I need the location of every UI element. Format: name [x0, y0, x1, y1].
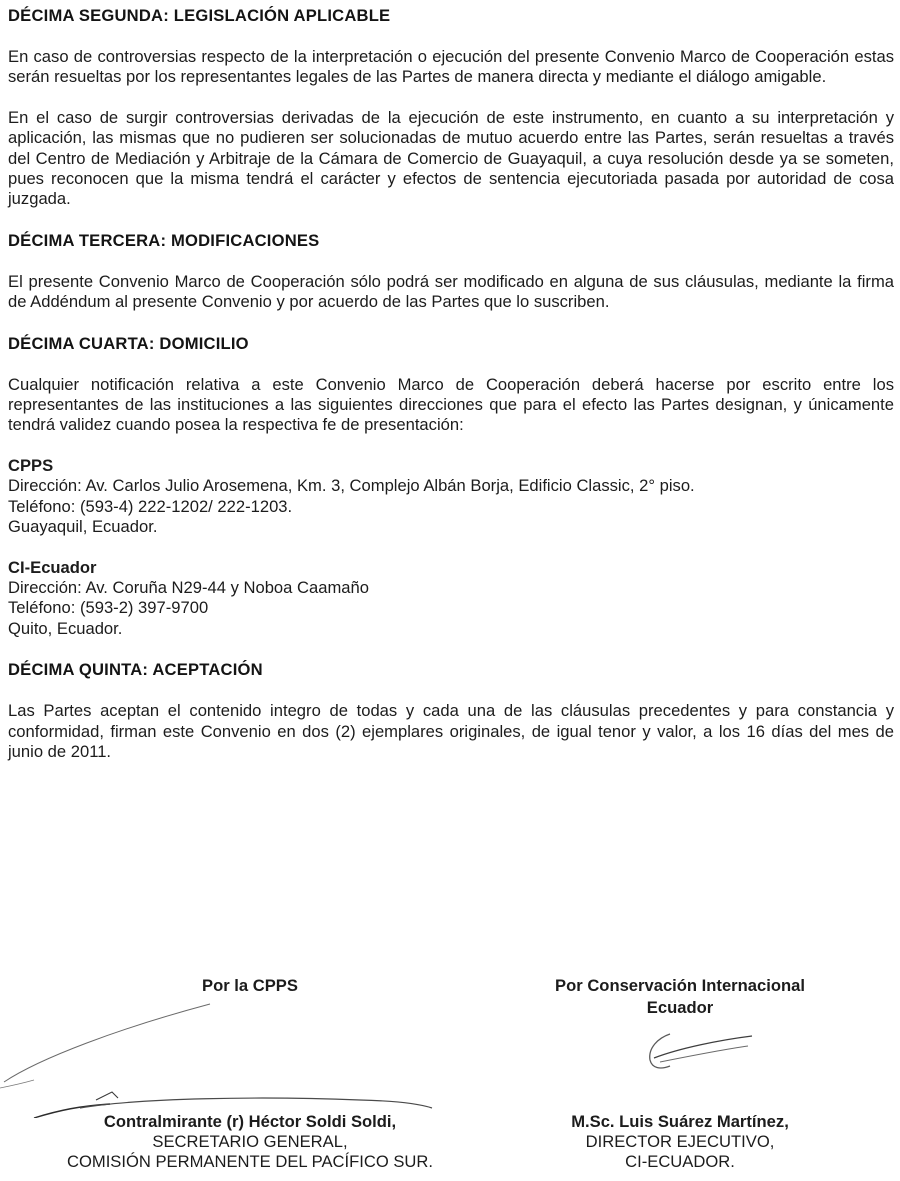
- address-line: Quito, Ecuador.: [8, 618, 123, 638]
- signatory-name-left: Contralmirante (r) Héctor Soldi Soldi,: [103, 1112, 397, 1131]
- signature-area: [0, 968, 900, 1181]
- signatory-org-right: CI-ECUADOR.: [625, 1152, 735, 1171]
- address-line: Dirección: Av. Carlos Julio Arosemena, Km. 3, Complejo Albán Borja, Edificio Classic, 2° piso.: [8, 476, 695, 496]
- signature-right-image: [630, 1028, 770, 1088]
- document-body: [8, 6, 894, 762]
- section-heading-legislacion: DÉCIMA SEGUNDA: LEGISLACIÓN APLICABLE: [8, 6, 391, 25]
- signatory-name-right: M.Sc. Luis Suárez Martínez,: [571, 1112, 789, 1131]
- section-heading-modificaciones: DÉCIMA TERCERA: MODIFICACIONES: [8, 230, 320, 250]
- address-name: CPPS: [8, 455, 54, 475]
- section-heading-domicilio: DÉCIMA CUARTA: DOMICILIO: [8, 333, 249, 353]
- address-line: Teléfono: (593-2) 397-9700: [8, 598, 209, 618]
- signatory-org-left: COMISIÓN PERMANENTE DEL PACÍFICO SUR.: [66, 1152, 434, 1171]
- paragraph-controversias-1: En caso de controversias respecto de la interpretación o ejecución del presente Convenio Marco de Cooperación estas serán resueltas por los representantes legales de las Partes de manera directa y mediante el diálogo amigable.: [8, 47, 894, 87]
- address-line: Guayaquil, Ecuador.: [8, 517, 158, 537]
- address-line: Dirección: Av. Coruña N29-44 y Noboa Caamaño: [8, 577, 369, 597]
- section-heading-aceptacion: DÉCIMA QUINTA: ACEPTACIÓN: [8, 660, 263, 680]
- paragraph-modificaciones: El presente Convenio Marco de Cooperación sólo podrá ser modificado en alguna de sus cláusulas, mediante la firma de Addéndum al presente Convenio y por acuerdo de las Partes que lo suscriben.: [8, 271, 894, 312]
- signatory-right: [520, 1112, 840, 1172]
- paragraph-domicilio: Cualquier notificación relativa a este Convenio Marco de Cooperación deberá hacerse por escrito entre los representantes de las instituciones a las siguientes direcciones que para el efecto las Partes designan, y únicamente tendrá validez cuando posea la respectiva fe de presentación:: [8, 374, 894, 435]
- paragraph-controversias-2: En el caso de surgir controversias derivadas de la ejecución de este instrumento, en cuanto a su interpretación y aplicación, las mismas que no pudieren ser solucionadas de mutuo acuerdo entre las Partes, serán resueltas a través del Centro de Mediación y Arbitraje de la Cámara de Comercio de Guayaquil, a cuya resolución desde ya se someten, pues reconocen que la misma tendrá el carácter y efectos de sentencia ejecutoriada pasada por autoridad de cosa juzgada.: [8, 107, 894, 209]
- signatory-title-right: DIRECTOR EJECUTIVO,: [585, 1132, 775, 1151]
- address-block-ci-ecuador: [8, 558, 894, 640]
- signature-heading-right: [520, 975, 840, 1019]
- signature-heading-ci-line1: Por Conservación Internacional: [555, 976, 805, 995]
- signature-left-image: [0, 988, 470, 1118]
- signatory-title-left: SECRETARIO GENERAL,: [152, 1132, 348, 1151]
- signature-heading-cpps: Por la CPPS: [202, 976, 298, 995]
- signature-heading-ci-line2: Ecuador: [646, 998, 714, 1017]
- paragraph-aceptacion: Las Partes aceptan el contenido integro de todas y cada una de las cláusulas precedentes y para constancia y conformidad, firman este Convenio en dos (2) ejemplares originales, de igual tenor y valor, a los 16 días del mes de junio de 2011.: [8, 701, 894, 761]
- address-name: CI-Ecuador: [8, 557, 97, 577]
- address-block-cpps: [8, 456, 894, 538]
- signatory-left: [0, 1112, 500, 1172]
- address-line: Teléfono: (593-4) 222-1202/ 222-1203.: [8, 496, 293, 516]
